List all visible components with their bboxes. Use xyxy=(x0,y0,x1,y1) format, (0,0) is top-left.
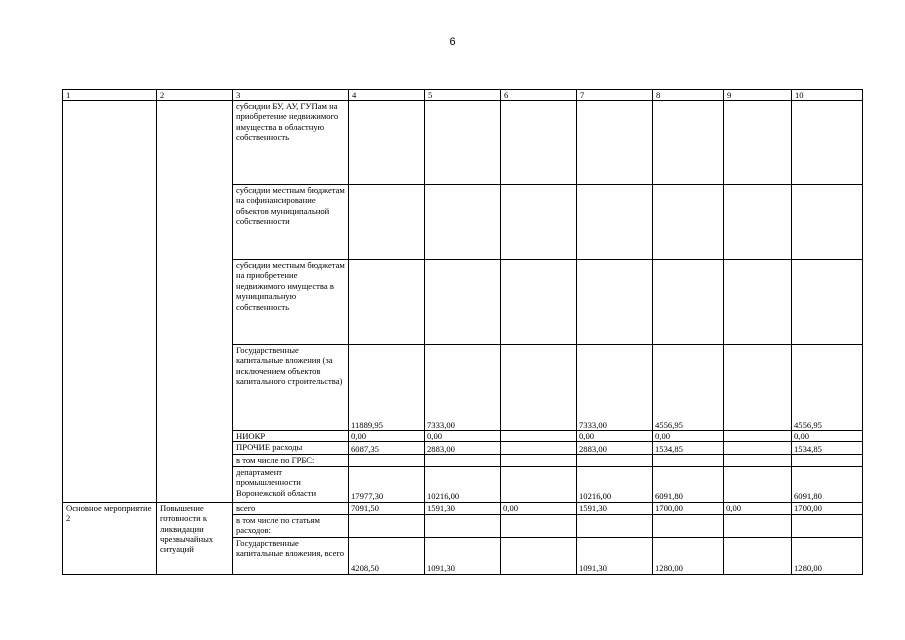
value-cell xyxy=(501,431,577,442)
table-row xyxy=(63,101,863,185)
value-cell: 1091,30 xyxy=(577,537,653,574)
value-cell: 2883,00 xyxy=(425,442,501,455)
page-number: 6 xyxy=(449,36,456,48)
value-cell xyxy=(653,514,724,537)
value-cell: 7333,00 xyxy=(577,345,653,431)
value-cell: 0,00 xyxy=(501,502,577,514)
value-cell xyxy=(425,101,501,185)
row-label: Государственные капитальные вложения, всего xyxy=(233,537,349,574)
value-cell xyxy=(577,260,653,345)
row-label: субсидии БУ, АУ, ГУПам на приобретение недвижимого имущества в областную собственность xyxy=(233,101,349,185)
value-cell: 0,00 xyxy=(425,431,501,442)
value-cell xyxy=(724,466,792,502)
value-cell xyxy=(501,455,577,466)
row-label: субсидии местным бюджетам на приобретение недвижимого имущества в муниципальную собственность xyxy=(233,260,349,345)
value-cell xyxy=(349,101,425,185)
row-label: НИОКР xyxy=(233,431,349,442)
value-cell xyxy=(577,101,653,185)
value-cell xyxy=(501,466,577,502)
value-cell xyxy=(425,514,501,537)
value-cell xyxy=(724,537,792,574)
header-cell: 2 xyxy=(157,90,233,101)
value-cell: 1280,00 xyxy=(653,537,724,574)
row-label: Государственные капитальные вложения (за исключением объектов капитального строительства) xyxy=(233,345,349,431)
value-cell xyxy=(724,431,792,442)
value-cell: 0,00 xyxy=(792,431,863,442)
value-cell xyxy=(577,455,653,466)
value-cell xyxy=(501,185,577,260)
col1-empty-cell xyxy=(63,101,157,503)
row-label: департамент промышленности Воронежской области xyxy=(233,466,349,502)
event2-code: Основное мероприятие 2 xyxy=(63,502,157,574)
value-cell: 1534,85 xyxy=(792,442,863,455)
value-cell: 6091,80 xyxy=(653,466,724,502)
row-label: субсидии местным бюджетам на софинансирование объектов муниципальной собственности xyxy=(233,185,349,260)
value-cell xyxy=(349,185,425,260)
budget-table xyxy=(62,89,863,575)
value-cell xyxy=(501,345,577,431)
value-cell: 1091,30 xyxy=(425,537,501,574)
header-row xyxy=(63,90,863,101)
row-label: в том числе по статьям расходов: xyxy=(233,514,349,537)
value-cell: 1591,30 xyxy=(577,502,653,514)
value-cell xyxy=(724,455,792,466)
header-cell: 8 xyxy=(653,90,724,101)
value-cell xyxy=(724,345,792,431)
value-cell: 10216,00 xyxy=(577,466,653,502)
value-cell xyxy=(501,101,577,185)
header-cell: 10 xyxy=(792,90,863,101)
value-cell xyxy=(653,455,724,466)
value-cell xyxy=(792,514,863,537)
value-cell xyxy=(792,101,863,185)
value-cell: 1280,00 xyxy=(792,537,863,574)
value-cell xyxy=(425,260,501,345)
value-cell: 1700,00 xyxy=(792,502,863,514)
value-cell xyxy=(792,260,863,345)
value-cell xyxy=(501,537,577,574)
value-cell: 17977,30 xyxy=(349,466,425,502)
header-cell: 4 xyxy=(349,90,425,101)
value-cell xyxy=(792,455,863,466)
value-cell: 7091,50 xyxy=(349,502,425,514)
row-label: всего xyxy=(233,502,349,514)
header-cell: 5 xyxy=(425,90,501,101)
value-cell: 1700,00 xyxy=(653,502,724,514)
value-cell xyxy=(501,442,577,455)
value-cell: 0,00 xyxy=(349,431,425,442)
header-cell: 6 xyxy=(501,90,577,101)
header-cell: 7 xyxy=(577,90,653,101)
value-cell xyxy=(653,185,724,260)
value-cell: 0,00 xyxy=(653,431,724,442)
value-cell: 4208,50 xyxy=(349,537,425,574)
value-cell xyxy=(349,260,425,345)
value-cell xyxy=(349,514,425,537)
value-cell xyxy=(501,260,577,345)
header-cell: 1 xyxy=(63,90,157,101)
value-cell xyxy=(577,185,653,260)
value-cell: 10216,00 xyxy=(425,466,501,502)
value-cell: 2883,00 xyxy=(577,442,653,455)
row-label: ПРОЧИЕ расходы xyxy=(233,442,349,455)
value-cell xyxy=(724,101,792,185)
value-cell xyxy=(724,442,792,455)
value-cell xyxy=(724,260,792,345)
event2-title: Повышение готовности к ликвидации чрезвычайных ситуаций xyxy=(157,502,233,574)
table-row xyxy=(63,502,863,514)
value-cell: 0,00 xyxy=(724,502,792,514)
value-cell xyxy=(792,185,863,260)
value-cell: 0,00 xyxy=(577,431,653,442)
value-cell xyxy=(425,455,501,466)
col2-empty-cell xyxy=(157,101,233,503)
value-cell xyxy=(653,260,724,345)
value-cell xyxy=(724,185,792,260)
value-cell: 4556,95 xyxy=(792,345,863,431)
value-cell: 1534,85 xyxy=(653,442,724,455)
value-cell xyxy=(425,185,501,260)
value-cell xyxy=(349,455,425,466)
value-cell xyxy=(501,514,577,537)
header-cell: 9 xyxy=(724,90,792,101)
value-cell: 7333,00 xyxy=(425,345,501,431)
header-cell: 3 xyxy=(233,90,349,101)
value-cell: 1591,30 xyxy=(425,502,501,514)
value-cell xyxy=(653,101,724,185)
row-label: в том числе по ГРБС: xyxy=(233,455,349,466)
value-cell: 4556,95 xyxy=(653,345,724,431)
value-cell: 6091,80 xyxy=(792,466,863,502)
value-cell: 6087,35 xyxy=(349,442,425,455)
value-cell xyxy=(577,514,653,537)
value-cell xyxy=(724,514,792,537)
value-cell: 11889,95 xyxy=(349,345,425,431)
